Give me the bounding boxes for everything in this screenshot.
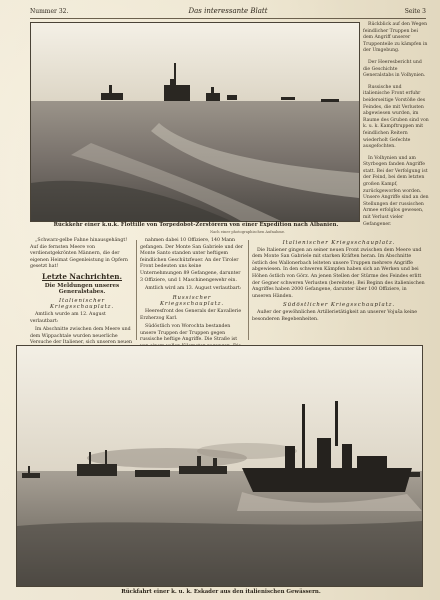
right-column-paragraph: Der Heeresbericht und die Geschichte Generalstabs in Volhynien. [363,59,426,79]
right-column-text [363,22,429,233]
page-header [30,6,426,19]
right-column-paragraph: In Volhynien und am Styrbogen fanden Angriffe statt. Bei der Verfolgung ist der Feind, bei dem letzten großen Kampf, zurückgeworfen worden. Unsere Angriffe sind an den Stellungen der russischen Armee erfolglos gewesen, mit Verlust vieler Gefangener. [363,155,429,227]
body-paragraph: Im Abschnitte zwischen dem Meere und dem Wippachtale wurden neuerliche Versuche der Italiener, sich unseren neuen [30,327,132,346]
body-paragraph: Amtlich wurde am 12. August verlautbart: [30,311,106,324]
photo1-credit: Nach einer photographischen Aufnahme. [210,230,286,234]
page-number: Seite 3 [404,8,426,15]
squadron-photo [16,345,423,587]
body-paragraph: nahmen dabei 10 Offiziere, 140 Mann gefangen. Der Monte San Gabriele und der Monte Santo standen unter heftigem feindlichen Geschützfeuer. An der Tiroler Front bedeuten uns keine Unternehmungen 89 Gefangene, darunter 3 Offiziere, und 1 Maschinengewehr ein. [140,238,244,283]
body-paragraph: Amtlich wird am 13. August verlautbart: [145,286,242,292]
column-divider [248,240,249,340]
body-paragraph: Die Italiener gingen an seiner neuen Front zwischen dem Meere und dem Monte San Gabriele mit starken Kräften heran. Im Abschnitte östlich des Wallonerbach leiteten unsere Truppen mehrere Angriffe abgewiesen. In den schweren Kämpfen haben sich an Werken und bei Höhen östlich von Görz. An jenen Stellen der Stürme des Feindes erlitt der Gegner schweren Verlusten (bereitete). Bei Beginn des italienischen Angriffes haben 2000 Gefangene, darunter über 100 Offiziere, in unseren Händen. [252,247,425,299]
theater-heading: Südöstlicher Kriegsschauplatz. [283,302,395,309]
right-column-paragraph: Russische und italienische Front erfuhr beiderseitige Vorstöße des Feindes, die mit Verlusten abgewiesen wurden, im Raume des Gruben sind von k. u. k. Kampftruppen mit feindlichen Reitern wiederholt Gefechte ausgefochten. [363,84,429,150]
section-subtitle: Die Meldungen unseres Generalstabes. [44,282,120,296]
column-divider [136,240,137,340]
theater-heading: Italienischer Kriegsschauplatz. [282,240,396,246]
magazine-title: Das interessante Blatt [188,7,268,15]
body-paragraph: Außer der gewöhnlichen Artillerietätigkeit an unserer Vojuša keine besonderen Begebenheiten. [252,309,418,322]
right-column-paragraph: Rückblick auf den Wegen feindlicher Truppen bei dem Angriff unserer Truppenteile zu kämpfen in der Umgebung. [363,22,428,54]
body-paragraph: Südöstlich von Worochta bestanden unsere Truppen der Truppen gegen russische heftige Angriffe. Die Straße ist [140,324,238,343]
theater-heading: Russischer Kriegsschauplatz. [159,294,225,308]
theater-heading: Italienischer Kriegsschauplatz. [49,297,115,311]
body-paragraph: Heeresfront des Generals der Kavallerie Erzherzog Karl. [140,308,242,321]
issue-number: Nummer 32. [30,8,69,15]
column-3 [252,238,426,325]
photo2-caption: Rückfahrt einer k. u. k. Eskader aus den italienischen Gewässern. [121,589,321,595]
photo1-caption: Rückkehr einer k.u.k. Flottille von Torpedobot-Zerstörern von einer Expedition nach Albanien. [53,222,339,228]
torpedo-flotilla-photo [30,22,360,222]
section-title: Letzte Nachrichten. [42,271,122,281]
intro-paragraph: „Schwarz-gelbe Fahne hinausgehängt! Auf die fernsten Meere von verdienstgekrönten Männern, die der eigenen Heimat Gegenleistung in Opfern gesetzt hat! [30,238,128,270]
